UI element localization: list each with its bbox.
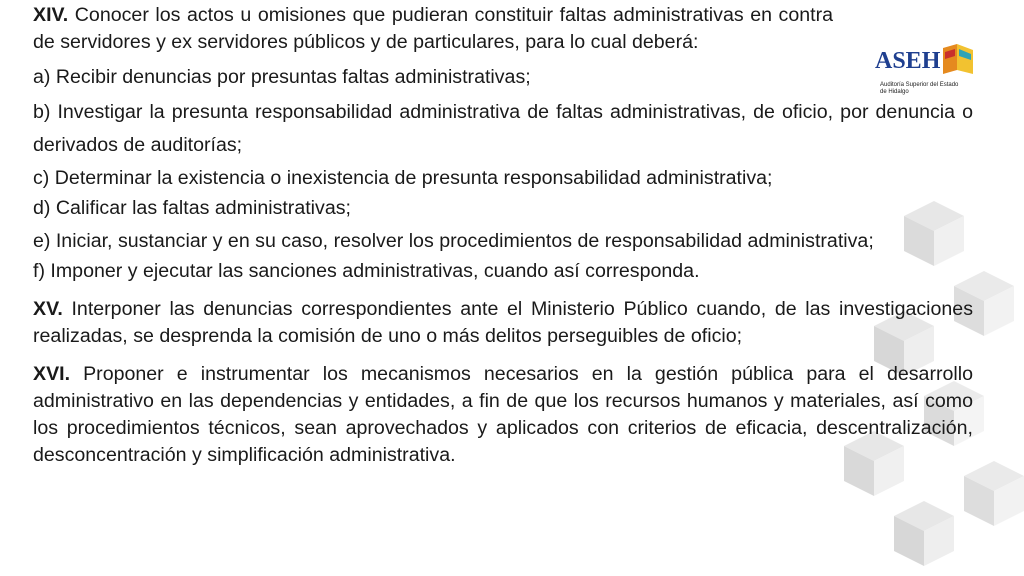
- section-text: Conocer los actos u omisiones que pudieran constituir faltas administrativas en contra de servidores y ex servidores públicos y de particulares, para lo cual deberá:: [33, 4, 833, 53]
- list-item: a) Recibir denuncias por presuntas faltas administrativas;: [33, 66, 531, 88]
- list-item: f) Imponer y ejecutar las sanciones administrativas, cuando así corresponda.: [33, 260, 700, 282]
- logo-wordmark: ASEH: [875, 48, 941, 74]
- section-xiv-intro: [33, 2, 833, 56]
- logo-book-icon: [943, 44, 973, 74]
- section-text: Interponer las denuncias correspondientes ante el Ministerio Público cuando, de las investigaciones realizadas, se desprenda la comisión de uno o más delitos perseguibles de oficio;: [33, 298, 973, 347]
- section-xvi: [33, 361, 973, 469]
- section-xv: [33, 296, 973, 350]
- section-number: XIV.: [33, 4, 69, 26]
- section-number: XVI.: [33, 363, 71, 385]
- list-item: e) Iniciar, sustanciar y en su caso, resolver los procedimientos de responsabilidad administrativa;: [33, 230, 874, 252]
- section-text: Proponer e instrumentar los mecanismos necesarios en la gestión pública para el desarrollo administrativo en las dependencias y entidades, a fin de que los recursos humanos y materiales, así como los procedimientos técnicos, sean aprovechados y aplicados con criterios de eficacia, descentralización, desconcentración y simplificación administrativa.: [33, 363, 973, 466]
- list-item: d) Calificar las faltas administrativas;: [33, 197, 351, 219]
- section-number: XV.: [33, 298, 63, 320]
- logo-subtitle: Auditoría Superior del Estado de Hidalgo: [880, 82, 959, 95]
- slide-content: [33, 0, 973, 469]
- list-item: c) Determinar la existencia o inexistencia de presunta responsabilidad administrativa;: [33, 167, 773, 189]
- list-item: b) Investigar la presunta responsabilidad administrativa de faltas administrativas, de oficio, por denuncia o derivados de auditorías;: [33, 101, 973, 156]
